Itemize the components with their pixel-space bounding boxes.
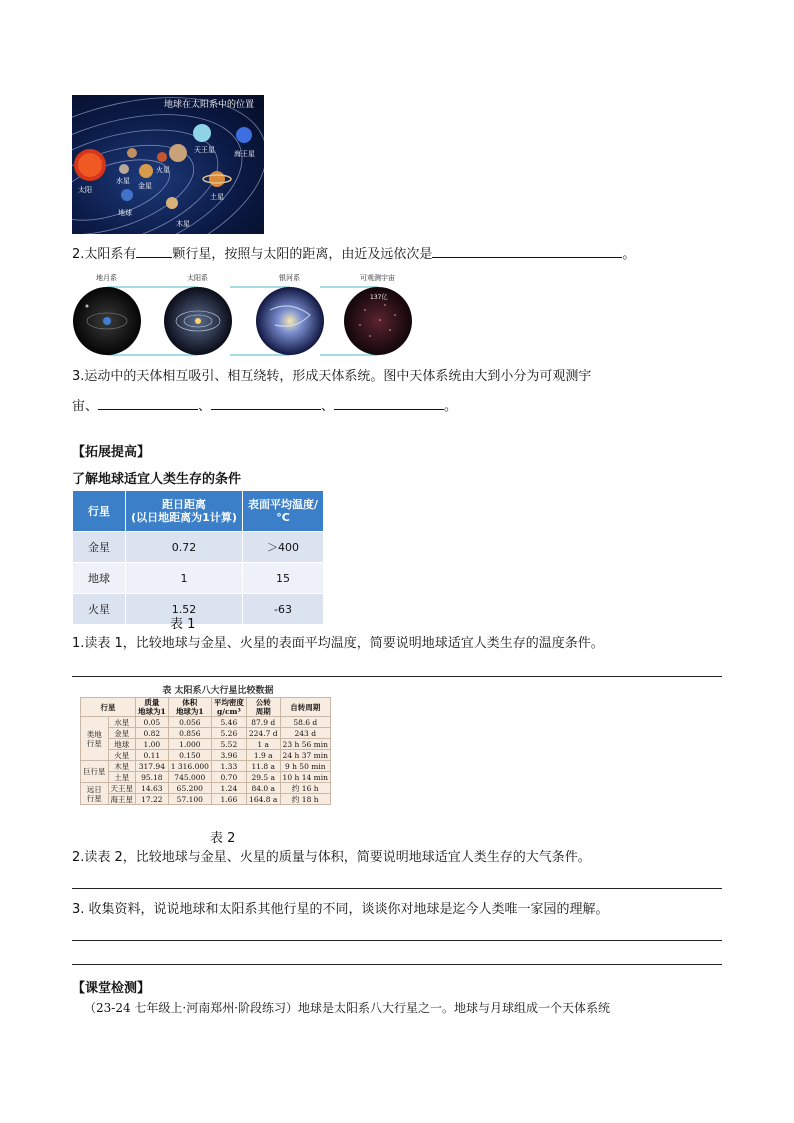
- table2-cell: 224.7 d: [246, 728, 280, 739]
- answer-blank[interactable]: [334, 396, 444, 410]
- label-jupiter: 木星: [176, 220, 190, 228]
- table2-cell: 1.33: [211, 761, 246, 772]
- label-milky-way: 银河系: [279, 274, 300, 282]
- table-row: [73, 532, 324, 563]
- table2-cell: 57.100: [168, 794, 211, 805]
- table-row: [81, 717, 331, 728]
- answer-blank[interactable]: [98, 396, 198, 410]
- table2-cell: 11.8 a: [246, 761, 280, 772]
- table2-cell: 164.8 a: [246, 794, 280, 805]
- table1-cell: 0.72: [126, 532, 243, 563]
- table1-cell: 金星: [73, 532, 126, 563]
- table2-cell: 84.0 a: [246, 783, 280, 794]
- table2-header: 平均密度 g/cm³: [211, 698, 246, 717]
- table2-cell: 0.05: [136, 717, 169, 728]
- section-subtitle: 了解地球适宜人类生存的条件: [72, 472, 242, 487]
- question-6: 3. 收集资料，说说地球和太阳系其他行星的不同，谈谈你对地球是迄今人类唯一家园的理解。: [72, 902, 609, 917]
- table2-cell: 0.856: [168, 728, 211, 739]
- table2-cell: 14.63: [136, 783, 169, 794]
- table2-cell: 1 316.000: [168, 761, 211, 772]
- venus-mark: [139, 164, 153, 178]
- section-heading-extend: 【拓展提高】: [72, 445, 151, 460]
- table2-cell: 10 h 14 min: [280, 772, 330, 783]
- mercury-mark: [119, 164, 129, 174]
- label-observable-universe: 可观测宇宙: [360, 274, 395, 282]
- table2-cell: 0.11: [136, 750, 169, 761]
- answer-blank[interactable]: [432, 244, 622, 258]
- table2-cell: 95.18: [136, 772, 169, 783]
- answer-line[interactable]: [72, 964, 722, 965]
- table1-header: 行星: [73, 491, 126, 532]
- answer-line[interactable]: [72, 940, 722, 941]
- answer-blank[interactable]: [136, 244, 172, 258]
- table2-cell: 约 18 h: [280, 794, 330, 805]
- table1-cell: 15: [243, 563, 324, 594]
- uranus-mark: [193, 124, 211, 142]
- milky-way-disc: [256, 287, 324, 355]
- label-sun: 太阳: [78, 186, 92, 194]
- question-3-line1: 3.运动中的天体相互吸引、相互绕转，形成天体系统。图中天体系统由大到小分为可观测宇: [72, 369, 592, 384]
- table2-header: 公转 周期: [246, 698, 280, 717]
- table2-cell: 火星: [108, 750, 136, 761]
- table2-cell: 17.22: [136, 794, 169, 805]
- table2-cell: 土星: [108, 772, 136, 783]
- table2-cell: 317.94: [136, 761, 169, 772]
- check-question: （23-24 七年级上·河南郑州·阶段练习）地球是太阳系八大行星之一。地球与月球组成一个天体系统: [84, 1001, 611, 1015]
- label-saturn: 土星: [210, 193, 224, 201]
- planet-temperature-table: [72, 490, 324, 625]
- table1-cell: 1.52: [126, 594, 243, 625]
- table2-cell: 243 d: [280, 728, 330, 739]
- table-row: [73, 594, 324, 625]
- table-row: [81, 794, 331, 805]
- table-row: [73, 563, 324, 594]
- table2-cell: 约 16 h: [280, 783, 330, 794]
- table2-cell: 1.9 a: [246, 750, 280, 761]
- table2-cell: 1 a: [246, 739, 280, 750]
- table2-cell: 5.52: [211, 739, 246, 750]
- planet-comparison-table: [80, 697, 331, 805]
- table1-cell: -63: [243, 594, 324, 625]
- section-heading-check: 【课堂检测】: [72, 981, 151, 996]
- table2-cell: 金星: [108, 728, 136, 739]
- label-uranus: 天王星: [194, 146, 215, 154]
- table2-header: 质量 地球为1: [136, 698, 169, 717]
- table2-cell: 1.000: [168, 739, 211, 750]
- table1-cell: 地球: [73, 563, 126, 594]
- table2-group: 远日 行星: [81, 783, 109, 805]
- table2-cell: 0.150: [168, 750, 211, 761]
- table1-caption: 表 1: [170, 617, 196, 632]
- table2-cell: 水星: [108, 717, 136, 728]
- table2-cell: 5.26: [211, 728, 246, 739]
- table1-header: 表面平均温度/°C: [243, 491, 324, 532]
- table2-cell: 9 h 50 min: [280, 761, 330, 772]
- table2-cell: 65.200: [168, 783, 211, 794]
- table1-cell: 1: [126, 563, 243, 594]
- table2-header: 体积 地球为1: [168, 698, 211, 717]
- table2-group: 巨行星: [81, 761, 109, 783]
- table2-cell: 3.96: [211, 750, 246, 761]
- universe-inner-label: 137亿: [370, 294, 388, 301]
- question-3-line2: 宙、 、 、 。: [72, 396, 457, 416]
- table2-cell: 0.056: [168, 717, 211, 728]
- label-earth-moon-system: 地月系: [96, 274, 117, 282]
- table2-header: 自转周期: [280, 698, 330, 717]
- answer-line[interactable]: [72, 888, 722, 889]
- question-2: 2.太阳系有 颗行星，按照与太阳的距离，由近及远依次是 。: [72, 244, 635, 264]
- answer-line[interactable]: [72, 676, 722, 677]
- table2-cell: 29.5 a: [246, 772, 280, 783]
- answer-blank[interactable]: [211, 396, 321, 410]
- table2-cell: 5.46: [211, 717, 246, 728]
- table-row: [81, 761, 331, 772]
- table2-cell: 87.9 d: [246, 717, 280, 728]
- table2-caption: 表 2: [210, 831, 236, 846]
- table2-header: 行星: [81, 698, 136, 717]
- table2-cell: 1.66: [211, 794, 246, 805]
- table2-cell: 1.00: [136, 739, 169, 750]
- table2-cell: 木星: [108, 761, 136, 772]
- table1-header: 距日距离 (以日地距离为1计算): [126, 491, 243, 532]
- table2-cell: 23 h 56 min: [280, 739, 330, 750]
- question-4: 1.读表 1，比较地球与金星、火星的表面平均温度，简要说明地球适宜人类生存的温度条件。: [72, 636, 604, 651]
- solar-system-image: [72, 95, 264, 234]
- table2-title: 表 太阳系八大行星比较数据: [162, 686, 274, 696]
- table-row: [81, 728, 331, 739]
- table2-cell: 0.70: [211, 772, 246, 783]
- mars-mark: [157, 152, 167, 162]
- table-row: [81, 772, 331, 783]
- earth-mark: [121, 189, 133, 201]
- table2-cell: 0.82: [136, 728, 169, 739]
- table1-cell: ＞400: [243, 532, 324, 563]
- table2-cell: 58.6 d: [280, 717, 330, 728]
- label-mercury: 水星: [116, 177, 130, 185]
- table-row: [81, 750, 331, 761]
- label-venus: 金星: [138, 182, 152, 190]
- table2-cell: 745.000: [168, 772, 211, 783]
- solar-image-title: 地球在太阳系中的位置: [164, 100, 255, 110]
- saturn-mark: [209, 171, 225, 187]
- table2-cell: 地球: [108, 739, 136, 750]
- celestial-systems-diagram: [70, 270, 415, 360]
- table2-cell: 海王星: [108, 794, 136, 805]
- table2-cell: 24 h 37 min: [280, 750, 330, 761]
- table2-cell: 1.24: [211, 783, 246, 794]
- jupiter-mark: [169, 144, 187, 162]
- neptune-mark: [236, 127, 252, 143]
- table2-cell: 天王星: [108, 783, 136, 794]
- label-solar-system: 太阳系: [187, 274, 208, 282]
- table2-group: 类地 行星: [81, 717, 109, 761]
- table1-cell: 火星: [73, 594, 126, 625]
- question-5: 2.读表 2，比较地球与金星、火星的质量与体积，简要说明地球适宜人类生存的大气条件。: [72, 850, 591, 865]
- label-mars: 火星: [156, 166, 170, 174]
- table-row: [81, 783, 331, 794]
- label-earth: 地球: [118, 209, 132, 217]
- table-row: [81, 739, 331, 750]
- planet-comparison-table-image: [80, 683, 356, 826]
- label-neptune: 海王星: [234, 150, 255, 158]
